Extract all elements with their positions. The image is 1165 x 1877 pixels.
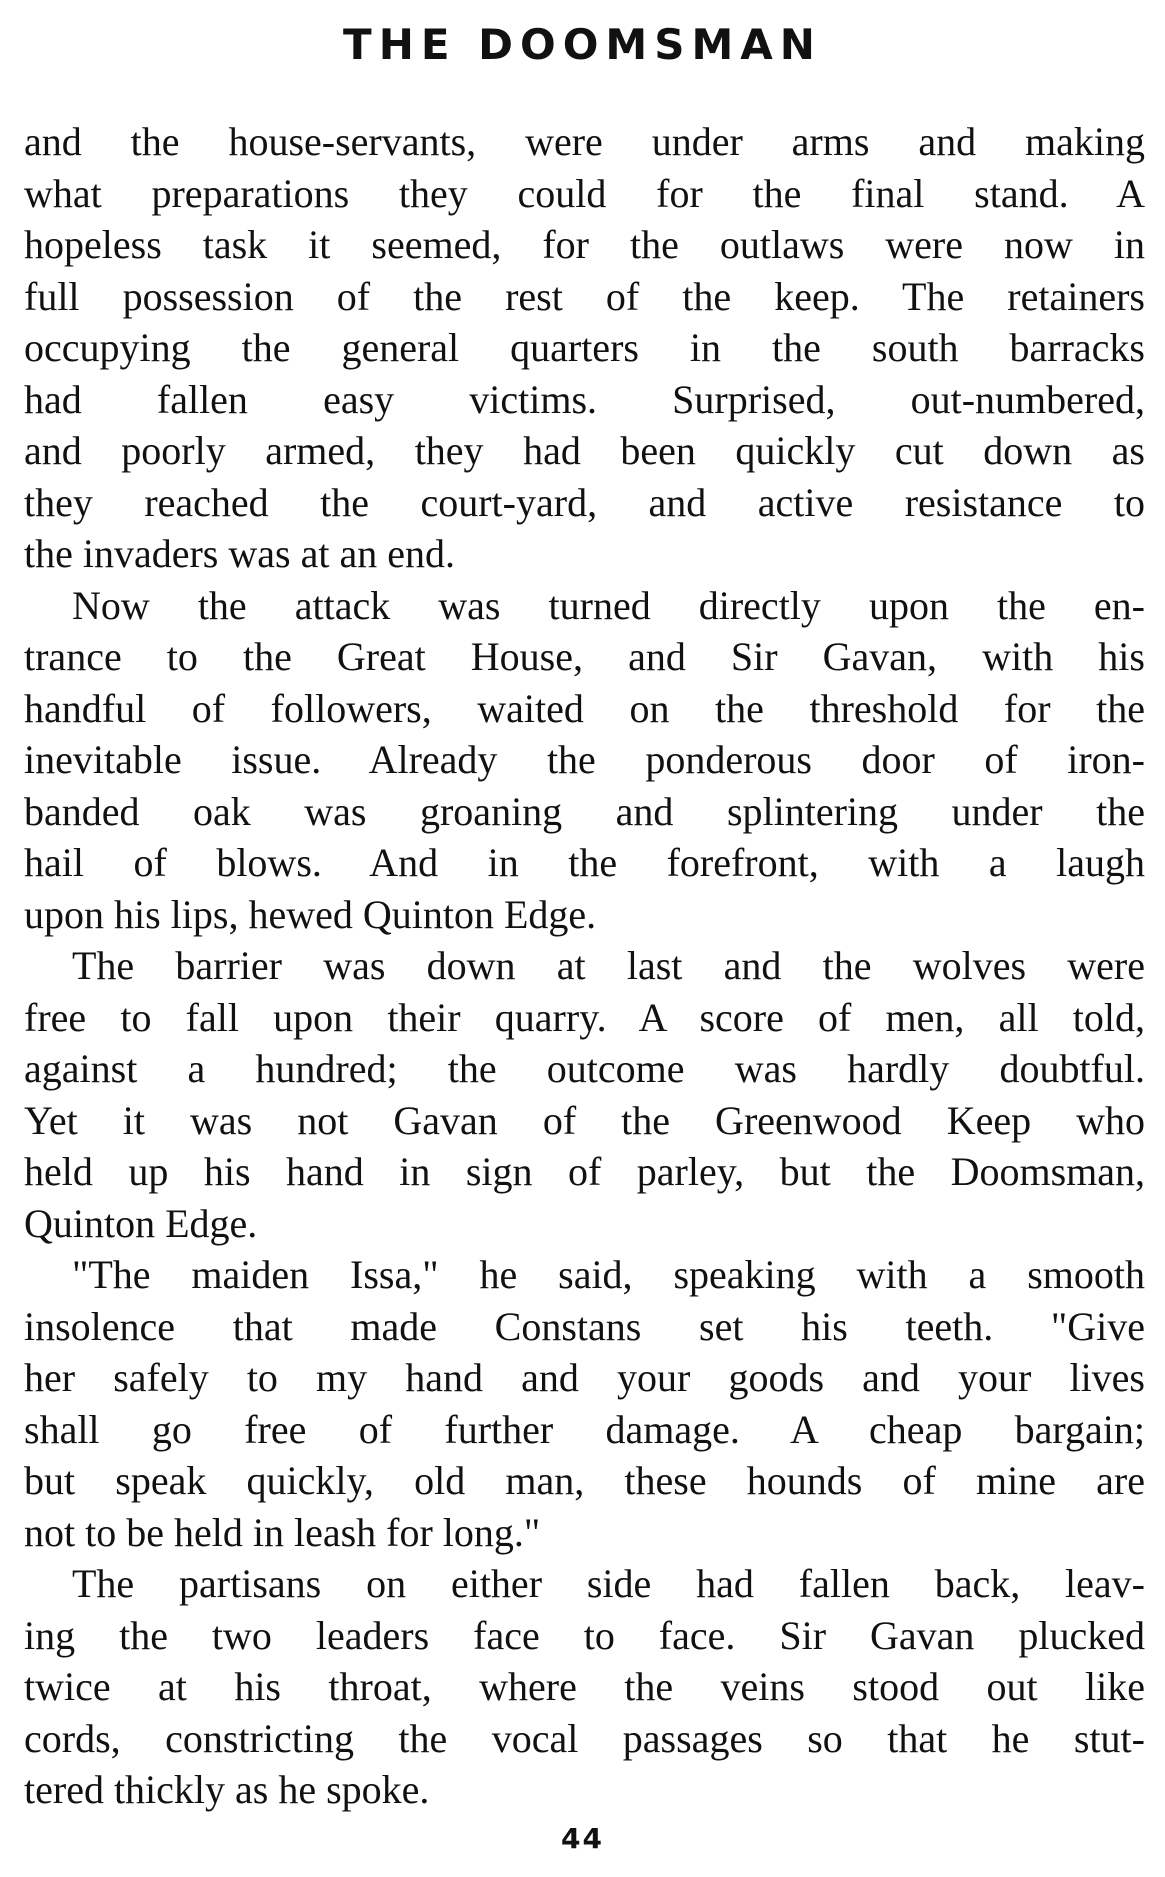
text-line: Quinton Edge. [24, 1200, 258, 1246]
paragraph [24, 1249, 1145, 1558]
text-line: against a hundred; the outcome was hardly doubtful. [24, 1046, 1145, 1091]
text-line: The barrier was down at last and the wolves were [72, 943, 1145, 988]
text-line: what preparations they could for the final stand. A [24, 170, 1145, 216]
text-line: handful of followers, waited on the threshold for the [24, 685, 1145, 731]
text-line: hopeless task it seemed, for the outlaws were now in [24, 222, 1145, 267]
text-line: the invaders was at an end. [24, 531, 455, 576]
text-line: banded oak was groaning and splintering under the [24, 788, 1145, 834]
text-line: upon his lips, hewed Quinton Edge. [24, 891, 597, 937]
text-line: twice at his throat, where the veins stood out like [24, 1664, 1145, 1709]
text-line: hail of blows. And in the forefront, with a laugh [24, 840, 1145, 885]
text-line: Yet it was not Gavan of the Greenwood Keep who [24, 1097, 1145, 1143]
text-line: held up his hand in sign of parley, but the Doomsman, [24, 1149, 1145, 1194]
paragraph [24, 940, 1145, 1249]
text-line: full possession of the rest of the keep. The retainers [24, 273, 1145, 319]
text-line: inevitable issue. Already the ponderous door of iron- [24, 737, 1145, 782]
text-line: but speak quickly, old man, these hounds of mine are [24, 1458, 1145, 1503]
paragraph [24, 1558, 1145, 1816]
text-line: not to be held in leash for long." [24, 1509, 541, 1555]
text-line: and poorly armed, they had been quickly cut down as [24, 428, 1145, 473]
text-line: The partisans on either side had fallen back, leav- [72, 1561, 1145, 1606]
text-line: "The maiden Issa," he said, speaking with a smooth [72, 1252, 1145, 1297]
text-line: trance to the Great House, and Sir Gavan, with his [24, 634, 1145, 679]
page-number: 44 [561, 1822, 604, 1855]
text-line: insolence that made Constans set his teeth. "Give [24, 1303, 1145, 1349]
text-line: they reached the court-yard, and active resistance to [24, 479, 1145, 525]
text-line: and the house-servants, were under arms and making [24, 119, 1145, 164]
text-line: cords, constricting the vocal passages so that he stut- [24, 1715, 1145, 1761]
text-line: tered thickly as he spoke. [24, 1767, 430, 1812]
body-text [24, 116, 1145, 1816]
text-line: ing the two leaders face to face. Sir Gavan plucked [24, 1612, 1145, 1658]
paragraph [24, 116, 1145, 580]
text-line: Now the attack was turned directly upon the en- [72, 582, 1145, 628]
text-line: shall go free of further damage. A cheap bargain; [24, 1406, 1145, 1452]
paragraph [24, 580, 1145, 941]
text-line: free to fall upon their quarry. A score of men, all told, [24, 994, 1145, 1040]
running-title: THE DOOMSMAN [343, 20, 822, 69]
text-line: had fallen easy victims. Surprised, out-numbered, [24, 376, 1145, 422]
text-line: her safely to my hand and your goods and your lives [24, 1355, 1145, 1400]
text-line: occupying the general quarters in the south barracks [24, 325, 1145, 370]
